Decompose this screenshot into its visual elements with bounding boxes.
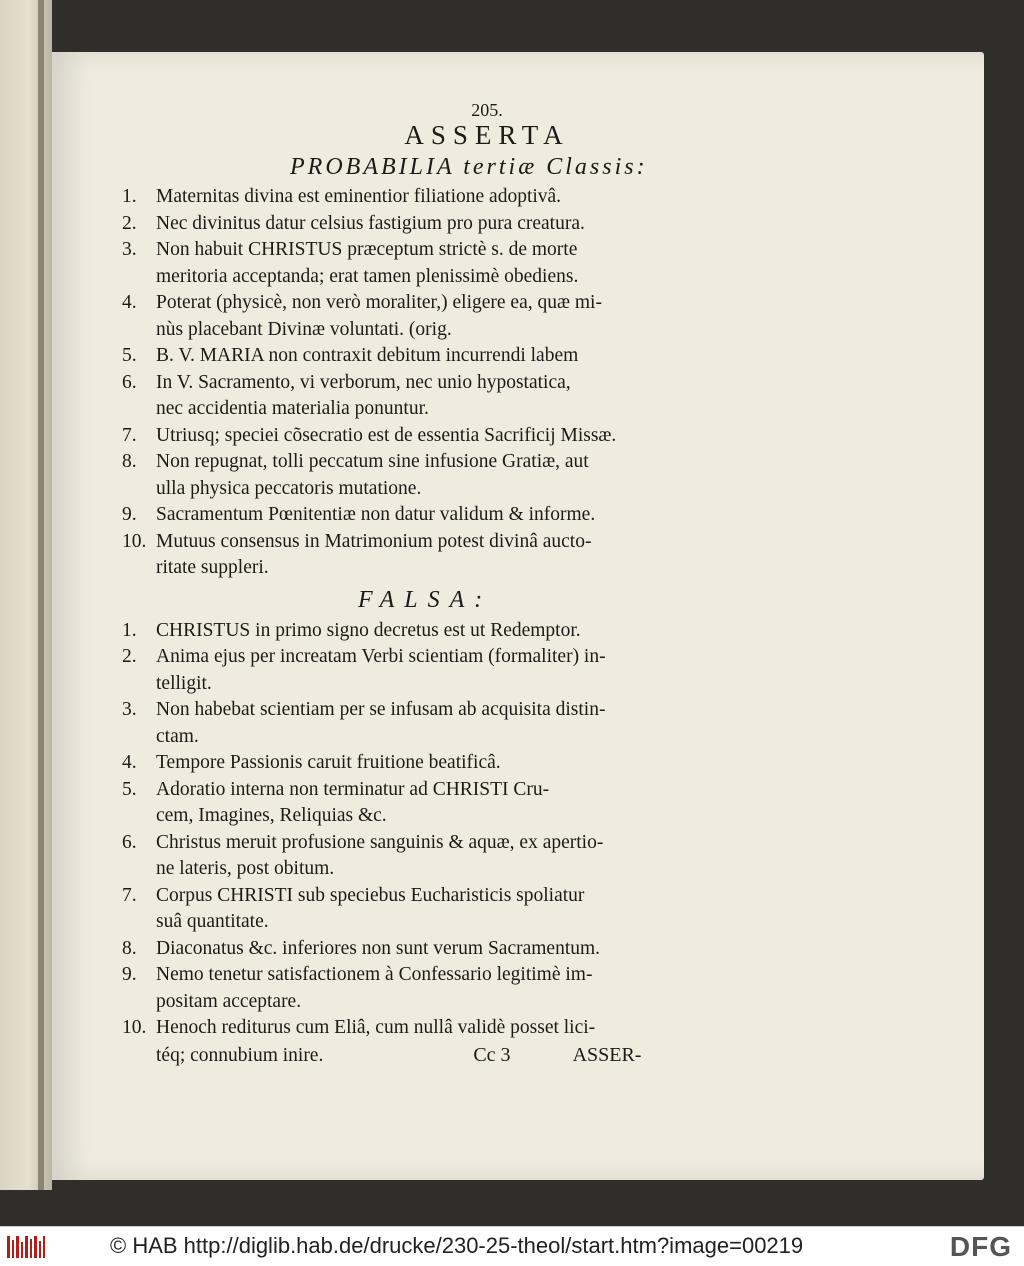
item-number: 5. (122, 778, 137, 800)
item-number: 5. (122, 345, 137, 366)
list-item (122, 697, 822, 750)
book-page (52, 52, 984, 1180)
page-heading: ASSERTA (404, 120, 570, 150)
item-text (156, 1015, 822, 1042)
item-line: In V. Sacramento, vi verborum, nec unio hypostatica, (156, 371, 571, 393)
item-number: 7. (122, 884, 137, 906)
item-line: Utriusq; speciei cõsecratio est de essentia Sacrificij Missæ. (156, 424, 617, 446)
item-number: 4. (122, 292, 137, 313)
list-item (122, 1015, 822, 1042)
list-item (122, 502, 822, 529)
list-item (122, 936, 822, 963)
list-item (122, 830, 822, 883)
item-number: 1. (122, 186, 137, 207)
list-item (122, 449, 822, 502)
item-number: 3. (122, 239, 137, 260)
item-line: Adoratio interna non terminatur ad CHRISTI Cru- (156, 778, 550, 800)
item-line: Henoch rediturus cum Eliâ, cum nullâ validè posset lici- (156, 1017, 596, 1038)
list-item (122, 343, 822, 370)
list-item (122, 883, 822, 936)
list-item (122, 370, 822, 423)
item-number: 7. (122, 424, 137, 446)
item-text (156, 618, 822, 645)
item-text (156, 184, 822, 211)
list-item (122, 290, 822, 343)
previous-page-edge (0, 0, 52, 1190)
item-line: nec accidentia materialia ponuntur. (156, 398, 429, 419)
item-number: 9. (122, 504, 137, 525)
item-line: Non habebat scientiam per se infusam ab acquisita distin- (156, 699, 606, 720)
dfg-logo: DFG (949, 1231, 1012, 1262)
item-text (156, 237, 822, 290)
item-line: CHRISTUS in primo signo decretus est ut Redemptor. (156, 619, 581, 641)
item-line: suâ quantitate. (156, 911, 269, 932)
item-line: ctam. (156, 725, 199, 747)
item-number: 3. (122, 699, 137, 720)
list-item (122, 529, 822, 582)
list-item-continuation (122, 1042, 822, 1070)
item-line: Maternitas divina est eminentior filiatione adoptivâ. (156, 186, 562, 207)
page-text (122, 100, 822, 1069)
item-text (156, 883, 822, 936)
item-line: Non habuit CHRISTUS præceptum strictè s. de morte (156, 239, 578, 260)
list-item (122, 618, 822, 645)
item-text (156, 423, 822, 450)
probabilia-list (122, 184, 822, 582)
item-line: Tempore Passionis caruit fruitione beatificâ. (156, 752, 501, 773)
item-number: 1. (122, 619, 137, 641)
list-item (122, 211, 822, 238)
item-line: Christus meruit profusione sanguinis & aquæ, ex apertio- (156, 831, 604, 853)
item-number: 9. (122, 964, 137, 985)
item-number: 10. (122, 530, 147, 552)
item-text (156, 777, 822, 830)
item-text (156, 343, 822, 370)
item-number: 2. (122, 212, 137, 234)
list-item (122, 423, 822, 450)
subheading-rest: tertiæ Classis: (454, 154, 648, 180)
item-text (156, 644, 822, 697)
list-item (122, 777, 822, 830)
item-line: Diaconatus &c. inferiores non sunt verum Sacramentum. (156, 937, 601, 959)
item-line: Anima ejus per increatam Verbi scientiam (formaliter) in- (156, 646, 606, 667)
section-heading-falsa: FALSA: (358, 586, 493, 613)
falsa-list (122, 618, 822, 1042)
list-item (122, 184, 822, 211)
item-number: 6. (122, 371, 137, 393)
item-text (156, 962, 822, 1015)
item-number: 10. (122, 1017, 147, 1038)
item-line: nùs placebant Divinæ voluntati. (orig. (156, 318, 452, 340)
item-line: positam acceptare. (156, 990, 302, 1012)
item-line: ritate suppleri. (156, 557, 269, 578)
item-line: Mutuus consensus in Matrimonium potest divinâ aucto- (156, 530, 592, 552)
catchword: ASSER- (572, 1043, 642, 1066)
item-line: ulla physica peccatoris mutatione. (156, 477, 422, 499)
list-item (122, 644, 822, 697)
item-text (156, 290, 822, 343)
item-text (156, 370, 822, 423)
item-line: B. V. MARIA non contraxit debitum incurrendi labem (156, 345, 579, 366)
hab-barcode-logo-icon (6, 1234, 46, 1260)
book-spine (38, 0, 44, 1190)
item-text (156, 830, 822, 883)
item-line: Sacramentum Pœnitentiæ non datur validum & informe. (156, 504, 596, 525)
list-item (122, 750, 822, 777)
item-text (156, 936, 822, 963)
list-item (122, 962, 822, 1015)
item-text (156, 750, 822, 777)
page-number: 205. (471, 100, 503, 120)
item-number: 8. (122, 451, 137, 472)
item-text (156, 449, 822, 502)
subheading-main: PROBABILIA (290, 154, 455, 180)
list-item (122, 237, 822, 290)
item-line: Non repugnat, tolli peccatum sine infusione Gratiæ, aut (156, 451, 589, 472)
item-text (156, 502, 822, 529)
item-line: ne lateris, post obitum. (156, 858, 335, 879)
item-text (156, 697, 822, 750)
footer-bar (0, 1226, 1024, 1266)
item-text (156, 529, 822, 582)
item-text (156, 211, 822, 238)
item-line: Nec divinitus datur celsius fastigium pro pura creatura. (156, 212, 585, 234)
item-number: 6. (122, 831, 137, 853)
item-number: 4. (122, 752, 137, 773)
last-line-text: téq; connubium inire. (156, 1044, 324, 1066)
item-line: telligit. (156, 672, 212, 694)
item-line: meritoria acceptanda; erat tamen plenissimè obediens. (156, 265, 579, 287)
section-heading-probabilia (290, 150, 822, 184)
source-url[interactable]: © HAB http://diglib.hab.de/drucke/230-25-theol/start.htm?image=00219 (110, 1233, 804, 1258)
item-number: 8. (122, 937, 137, 959)
item-line: Poterat (physicè, non verò moraliter,) eligere ea, quæ mi- (156, 292, 602, 313)
signature-mark: Cc 3 (473, 1043, 511, 1066)
item-line: Corpus CHRISTI sub speciebus Eucharisticis spoliatur (156, 884, 585, 906)
item-line: Nemo tenetur satisfactionem à Confessario legitimè im- (156, 964, 593, 985)
item-number: 2. (122, 646, 137, 667)
item-line: cem, Imagines, Reliquias &c. (156, 805, 387, 826)
